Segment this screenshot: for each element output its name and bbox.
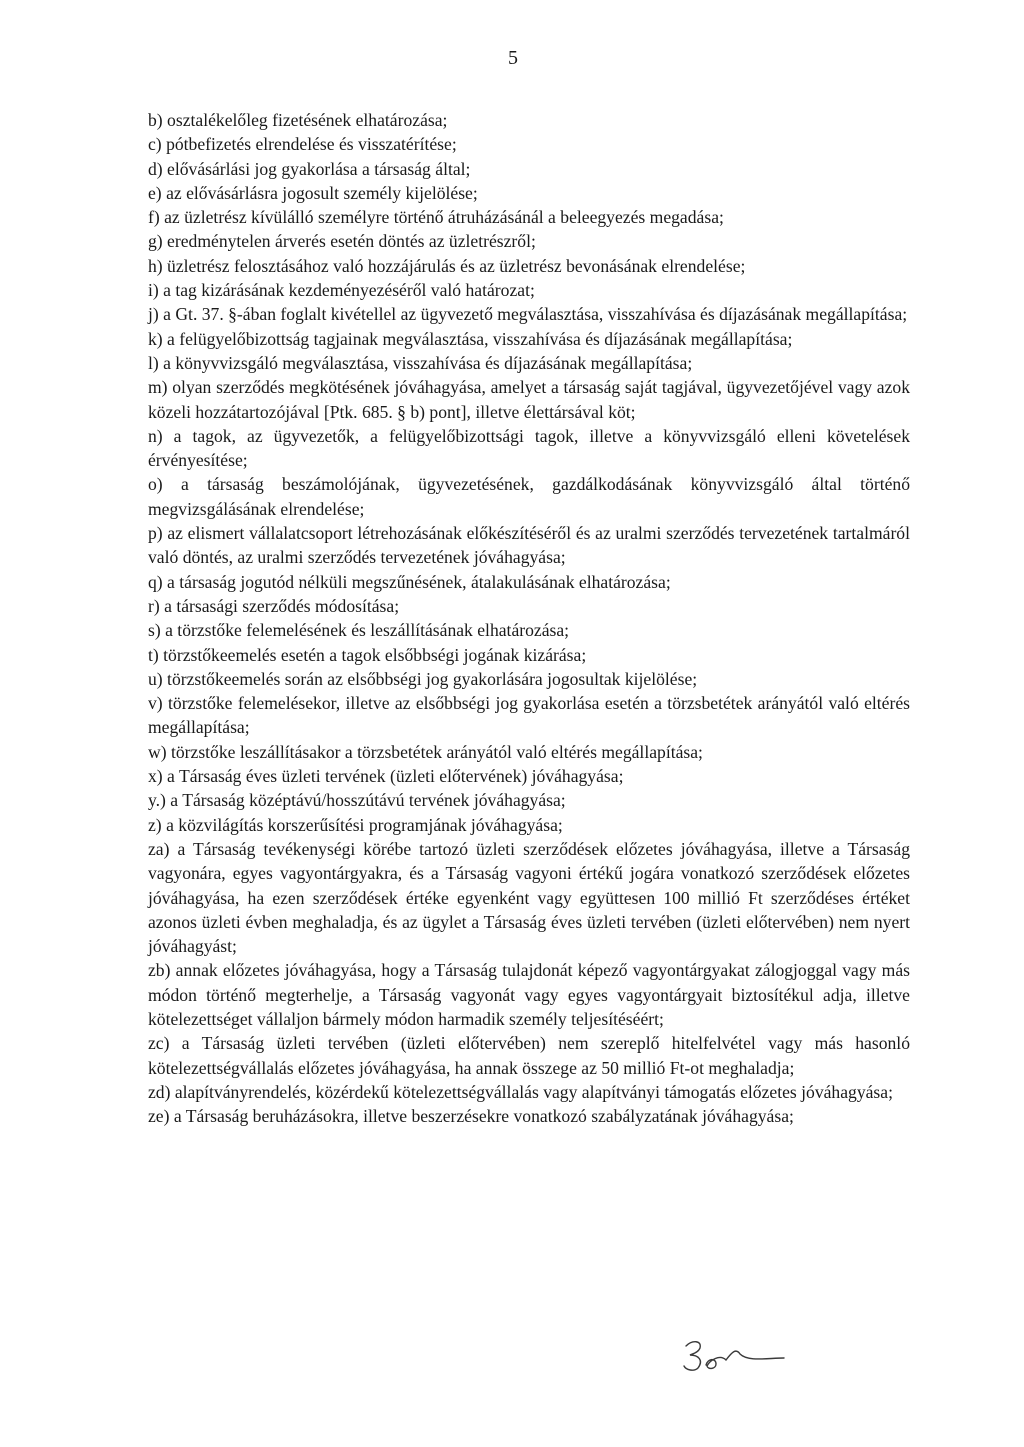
list-item: k) a felügyelőbizottság tagjainak megválasztása, visszahívása és díjazásának megállapítása; — [148, 328, 793, 349]
list-item: m) olyan szerződés megkötésének jóváhagyása, amelyet a társaság saját tagjával, ügyvezetőjével vagy azok közeli hozzátartozójával [Ptk. 685. § b) pont], illetve élettársával köt; — [148, 377, 910, 422]
list-item: b) osztalékelőleg fizetésének elhatározása; — [148, 110, 448, 130]
list-item: zd) alapítványrendelés, közérdekű kötelezettségvállalás vagy alapítványi támogatás előzetes jóváhagyása; — [148, 1081, 893, 1102]
list-item: i) a tag kizárásának kezdeményezéséről való határozat; — [148, 280, 535, 301]
list-item: d) elővásárlási jog gyakorlása a társaság által; — [148, 158, 471, 179]
list-item: u) törzstőkeemelés során az elsőbbségi jog gyakorlására jogosultak kijelölése; — [148, 668, 698, 689]
list-item: w) törzstőke leszállításakor a törzsbetétek arányától való eltérés megállapítása; — [148, 741, 703, 762]
list-item: zc) a Társaság üzleti tervében (üzleti előtervében) nem szereplő hitelfelvétel vagy más hasonló kötelezettségvállalás előzetes jóváhagyása, ha annak összege az 50 millió Ft-ot meghaladja; — [148, 1033, 910, 1078]
list-item: r) a társasági szerződés módosítása; — [148, 595, 400, 616]
list-item: p) az elismert vállalatcsoport létrehozásának előkészítéséről és az uralmi szerződés tervezetének tartalmáról való döntés, az uralmi szerződés tervezetének jóváhagyása; — [148, 523, 910, 568]
list-item: y.) a Társaság középtávú/hosszútávú tervének jóváhagyása; — [148, 790, 566, 811]
decision-list — [148, 108, 910, 1128]
list-item: f) az üzletrész kívülálló személyre történő átruházásánál a beleegyezés megadása; — [148, 207, 724, 228]
list-item: za) a Társaság tevékenységi körébe tartozó üzleti szerződések előzetes jóváhagyása, illetve a Társaság vagyonára, egyes vagyontárgyakra, és a Társaság vagyoni értékű jogára vonatkozó szerződések előzetes jóváhagyása, ha ezen szerződések értéke egyenként vagy együttesen 100 millió Ft szerződéses értéket azonos üzleti évben meghaladja, és az ügylet a Társaság éves üzleti tervében (üzleti előtervében) nem nyert jóváhagyást; — [148, 838, 910, 957]
list-item: t) törzstőkeemelés esetén a tagok elsőbbségi jogának kizárása; — [148, 644, 587, 665]
list-item: q) a társaság jogutód nélküli megszűnésének, átalakulásának elhatározása; — [148, 571, 671, 592]
list-item: x) a Társaság éves üzleti tervének (üzleti előtervének) jóváhagyása; — [148, 766, 624, 787]
list-item: g) eredménytelen árverés esetén döntés az üzletrészről; — [148, 231, 536, 252]
list-item: z) a közvilágítás korszerűsítési programjának jóváhagyása; — [148, 814, 563, 835]
list-item: s) a törzstőke felemelésének és leszállításának elhatározása; — [148, 620, 570, 641]
list-item: h) üzletrész felosztásához való hozzájárulás és az üzletrész bevonásának elrendelése; — [148, 255, 746, 276]
list-item: o) a társaság beszámolójának, ügyvezetésének, gazdálkodásának könyvvizsgáló által történő megvizsgálásának elrendelése; — [148, 474, 910, 519]
list-item: ze) a Társaság beruházásokra, illetve beszerzésekre vonatkozó szabályzatának jóváhagyása; — [148, 1106, 794, 1127]
list-item: j) a Gt. 37. §-ában foglalt kivétellel az ügyvezető megválasztása, visszahívása és díjazásának megállapítása; — [148, 304, 908, 325]
list-item: n) a tagok, az ügyvezetők, a felügyelőbizottsági tagok, illetve a könyvvizsgáló elleni követelések érvényesítése; — [148, 425, 910, 471]
handwritten-signature — [676, 1318, 796, 1378]
list-item: c) pótbefizetés elrendelése és visszatérítése; — [148, 134, 457, 155]
list-item: v) törzstőke felemelésekor, illetve az elsőbbségi jog gyakorlása esetén a törzsbetétek arányától való eltérés megállapítása; — [148, 693, 910, 738]
list-item: l) a könyvvizsgáló megválasztása, visszahívása és díjazásának megállapítása; — [148, 352, 693, 373]
page-number: 5 — [508, 47, 518, 69]
list-item: zb) annak előzetes jóváhagyása, hogy a Társaság tulajdonát képező vagyontárgyakat zálogjoggal vagy más módon történő megterhelje, a Társaság vagyonát vagy egyes vagyontárgyait biztosítékul adja, illetve kötelezettséget vállaljon bármely módon harmadik személy teljesítéséért; — [148, 960, 910, 1029]
list-item: e) az elővásárlásra jogosult személy kijelölése; — [148, 182, 478, 203]
